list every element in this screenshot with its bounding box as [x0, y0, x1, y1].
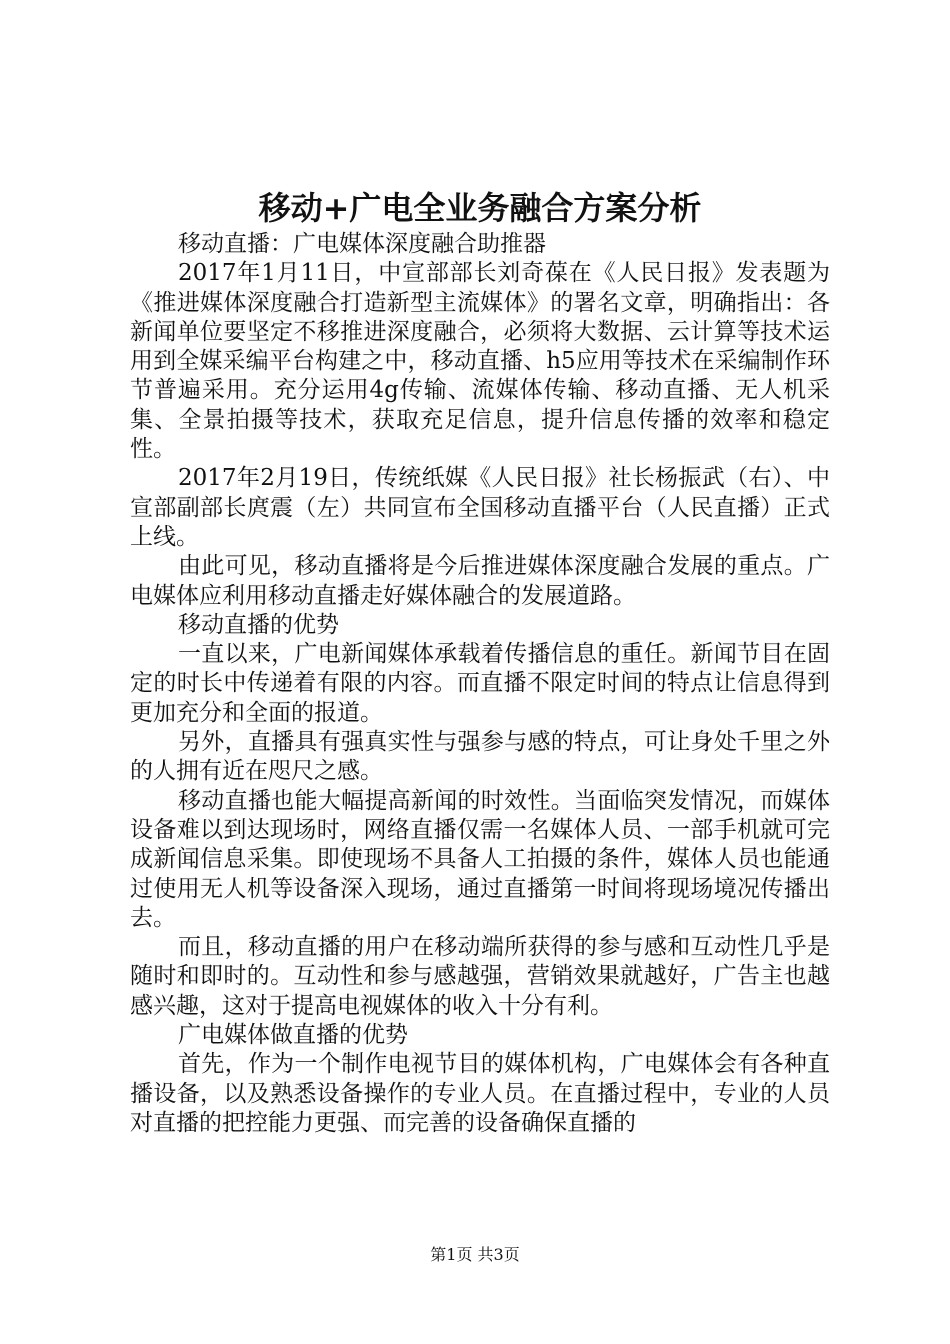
section-heading: 广电媒体做直播的优势 [178, 1022, 408, 1049]
document-body [130, 230, 830, 1138]
section-heading: 移动直播：广电媒体深度融合助推器 [178, 231, 546, 257]
body-paragraph: 一直以来，广电新闻媒体承载着传播信息的重任。新闻节目在固定的时长中传递着有限的内容。而直播不限定时间的特点让信息得到更加充分和全面的报道。 [130, 641, 830, 726]
section-heading: 移动直播的优势 [178, 611, 339, 638]
body-paragraph: 2017年2月19日，传统纸媒《人民日报》社长杨振武（右）、中宣部副部长庹震（左）共同宣布全国移动直播平台（人民直播）正式上线。 [130, 465, 830, 550]
document-title: 移动+广电全业务融合方案分析 [258, 189, 702, 227]
page-footer: 第1页 共3页 [430, 1245, 520, 1264]
body-paragraph: 另外，直播具有强真实性与强参与感的特点，可让身处千里之外的人拥有近在咫尺之感。 [130, 729, 830, 785]
body-paragraph: 首先，作为一个制作电视节目的媒体机构，广电媒体会有各种直播设备，以及熟悉设备操作的专业人员。在直播过程中，专业的人员对直播的把控能力更强、而完善的设备确保直播的 [130, 1051, 830, 1136]
body-paragraph: 而且，移动直播的用户在移动端所获得的参与感和互动性几乎是随时和即时的。互动性和参与感越强，营销效果就越好，广告主也越感兴趣，这对于提高电视媒体的收入十分有利。 [130, 934, 830, 1019]
body-paragraph: 移动直播也能大幅提高新闻的时效性。当面临突发情况，而媒体设备难以到达现场时，网络直播仅需一名媒体人员、一部手机就可完成新闻信息采集。即使现场不具备人工拍摄的条件，媒体人员也能通过使用无人机等设备深入现场，通过直播第一时间将现场境况传播出去。 [130, 787, 830, 931]
body-paragraph: 由此可见，移动直播将是今后推进媒体深度融合发展的重点。广电媒体应利用移动直播走好媒体融合的发展道路。 [130, 553, 830, 609]
body-paragraph: 2017年1月11日，中宣部部长刘奇葆在《人民日报》发表题为《推进媒体深度融合打造新型主流媒体》的署名文章，明确指出：各新闻单位要坚定不移推进深度融合，必须将大数据、云计算等技术运用到全媒采编平台构建之中，移动直播、h5应用等技术在采编制作环节普遍采用。充分运用4g传输、流媒体传输、移动直播、无人机采集、全景拍摄等技术，获取充足信息，提升信息传播的效率和稳定性。 [130, 260, 830, 463]
